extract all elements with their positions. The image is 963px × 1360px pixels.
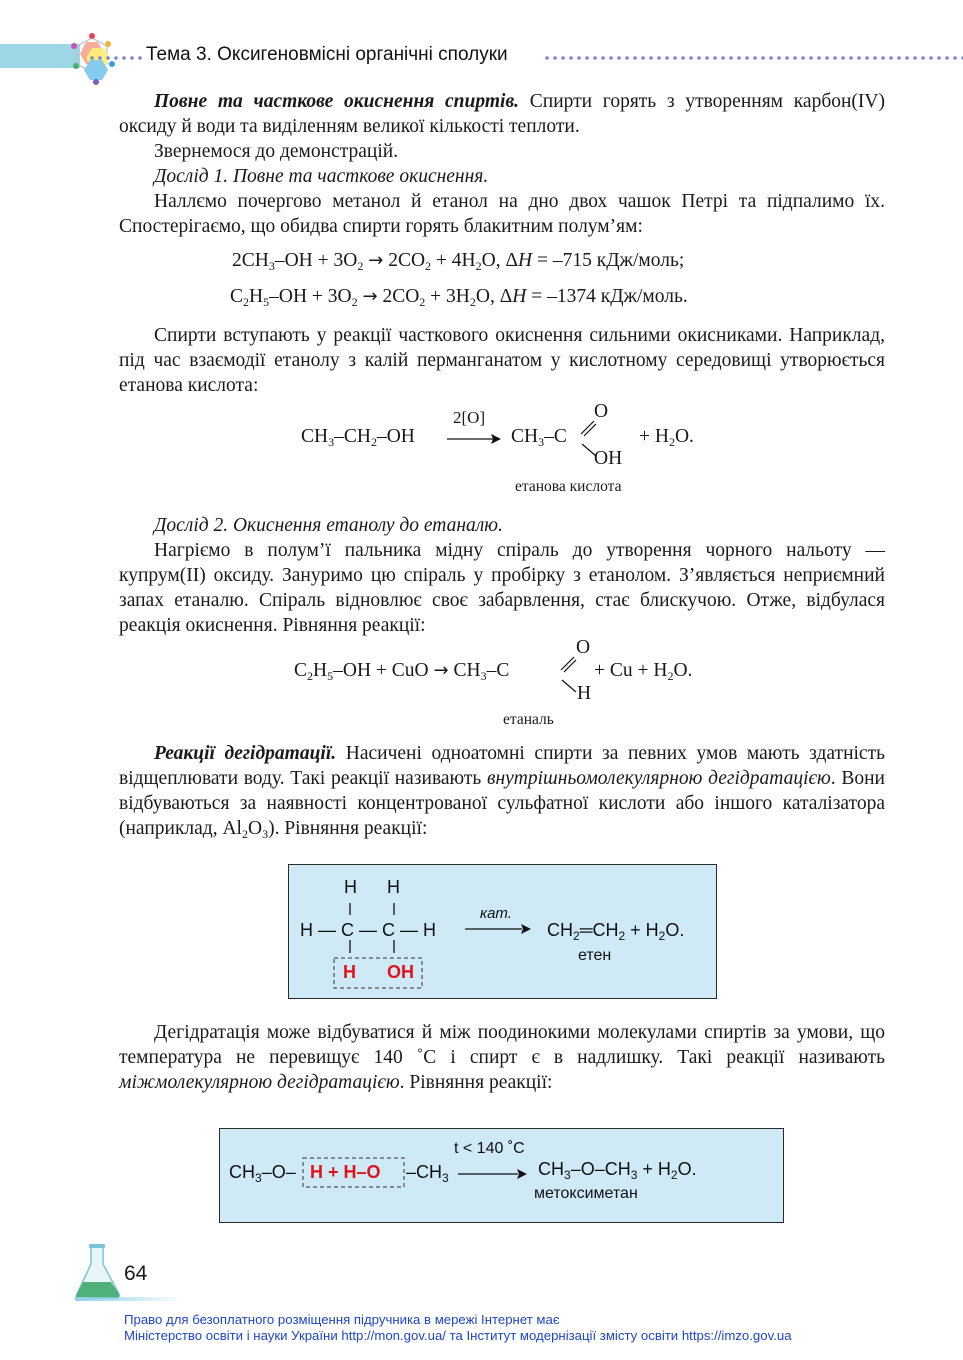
footer-links-line[interactable]: Міністерство освіти і науки України http://mon.gov.ua/ та Інститут модернізації змісту освіти https://imzo.gov.ua <box>124 1328 792 1343</box>
box1-catalyst-label: кат. <box>480 905 512 922</box>
flask-icon <box>73 1244 123 1300</box>
intermolecular-reaction-box <box>219 1128 784 1223</box>
acid-name-caption: етанова кислота <box>515 478 622 495</box>
term-intermolecular: міжмолекулярною дегідратацією <box>119 1072 400 1093</box>
partial-oxidation-paragraph: Спирти вступають у реакції часткового окиснення сильними окисниками. Наприклад, під час взаємодії етанолу з калій перманганатом у кислотному середовищі утворюється етанова кислота: <box>119 325 885 396</box>
section-dehydration-text: Реакції дегідратації. Насичені одноатомні спирти за певних умов мають здатність відщеплювати воду. Такі реакції називають внутрішньомолекулярною дегідратацією. Вони відбуваються за наявності концентрованої сульфатної кислоти або іншого каталізатора (наприклад, $Al_2O_3$). Рівняння реакції: <box>119 743 885 841</box>
equation-ethanol-reactant: $CH_3-CH_2-OH$ <box>301 426 415 449</box>
box2-product-formula: $CH_3-O-CH_3 + H_2O$. <box>538 1159 697 1182</box>
page-header-title: Тема 3. Оксигеновмісні органічні сполуки <box>146 44 508 65</box>
experiment-2-text <box>119 513 885 638</box>
page-number-underline <box>75 1297 185 1301</box>
oxidation-heading: Повне та часткове окиснення спиртів. <box>154 91 520 112</box>
box1-h-top-2: H <box>387 877 400 897</box>
page-number: 64 <box>124 1262 148 1285</box>
aldehyde-hydrogen: H <box>577 683 592 704</box>
term-intramolecular: внутрішньомолекулярною дегідратацією <box>487 768 831 789</box>
box1-removed-oh: OH <box>387 962 414 982</box>
header-dots-right <box>543 55 963 61</box>
box2-condition: t < 140 ˚C <box>454 1140 525 1157</box>
ethanal-name-caption: етаналь <box>503 711 554 728</box>
box2-reactant-right: $-CH_3$ <box>406 1162 449 1185</box>
box1-h-top-1: H <box>344 877 357 897</box>
footer-rights-line: Право для безоплатного розміщення підручника в мережі Інтернет має <box>124 1312 560 1327</box>
box1-product-formula: $CH_2═CH_2 + H_2O$. <box>547 920 685 943</box>
intermolecular-text <box>119 1020 885 1095</box>
equation-methanol-combustion: $2CH_3-OH + 3O_2 \to 2CO_2 + 4H_2O$, ΔH = –715 кДж/моль; <box>232 250 685 273</box>
intermolecular-text-b: . Рівняння реакції: <box>399 1072 553 1093</box>
box1-removed-h: H <box>343 962 356 982</box>
experiment-2-title: Дослід 2. Окиснення етанолу до етаналю. <box>154 515 503 536</box>
equation-ethanol-combustion: $C_2H_5-OH + 3O_2 \to 2CO_2 + 3H_2O$, ΔH = –1374 кДж/моль. <box>230 286 688 309</box>
experiment-2-paragraph: Нагріємо в полум’ї пальника мідну спіраль до утворення чорного нальоту — купрум(II) оксиду. Зануримо цю спіраль у пробірку з етанолом. З’являється неприємний запах етаналю. Спіраль відновлює своє забарвлення, стає блискучою. Отже, відбулася реакція окиснення. Рівняння реакції: <box>119 540 885 636</box>
intermolecular-text-a: Дегідратація може відбуватися й між поодинокими молекулами спиртів за умови, що температура не перевищує 140 ˚С і спирт є в надлишку. Такі реакції називають <box>119 1022 885 1068</box>
section-oxidation-text <box>119 89 885 239</box>
oxidation-intro: Спирти горять з утворенням карбон(IV) оксиду й води та виділенням великої кількості теплоти. <box>119 91 885 137</box>
acid-water: + $H_2O$. <box>639 426 694 449</box>
acid-product-left: $CH_3-C$ <box>511 426 567 449</box>
dehydration-text-a: Насичені одноатомні спирти за певних умов мають здатність відщеплювати воду. Такі реакції називають <box>119 743 885 789</box>
box1-product-name: етен <box>578 947 612 964</box>
box2-reactant-left: $CH_3-O-$ <box>229 1162 296 1185</box>
intramolecular-reaction-box <box>288 864 717 999</box>
box2-product-name: метоксиметан <box>534 1185 638 1202</box>
reaction-arrow-icon <box>446 432 502 446</box>
dehydration-text-c: ). Рівняння реакції: <box>268 818 428 839</box>
ethanal-byproducts: + $Cu + H_2O$. <box>594 660 693 683</box>
header-dots-left <box>88 55 142 61</box>
experiment-1-title: Дослід 1. Повне та часткове окиснення. <box>154 166 489 187</box>
demo-intro: Звернемося до демонстрацій. <box>154 141 399 162</box>
aldehyde-oxygen: O <box>576 637 591 658</box>
oxidant-label: 2[O] <box>453 408 486 427</box>
box2-removed-water: H + H–O <box>310 1162 381 1182</box>
box1-ethanol-chain: H — C — C — H <box>300 920 437 940</box>
dehydration-heading: Реакції дегідратації. <box>154 743 337 764</box>
acid-oxygen: O <box>594 401 609 422</box>
experiment-1-text: Наллємо почергово метанол й етанол на дно двох чашок Петрі та підпалимо їх. Спостерігаємо, що обидва спирти горять блакитним полум’ям: <box>119 191 885 237</box>
partial-oxidation-text <box>119 323 885 398</box>
equation-ethanal-formation: $C_2H_5-OH$ + CuO → $CH_3-C$ <box>294 660 510 683</box>
acid-hydroxyl: OH <box>594 448 623 469</box>
dehydration-text-b: . Вони відбуваються за наявності концентрованої сульфатної кислоти або іншого каталізатора (наприклад, Al <box>119 768 885 839</box>
